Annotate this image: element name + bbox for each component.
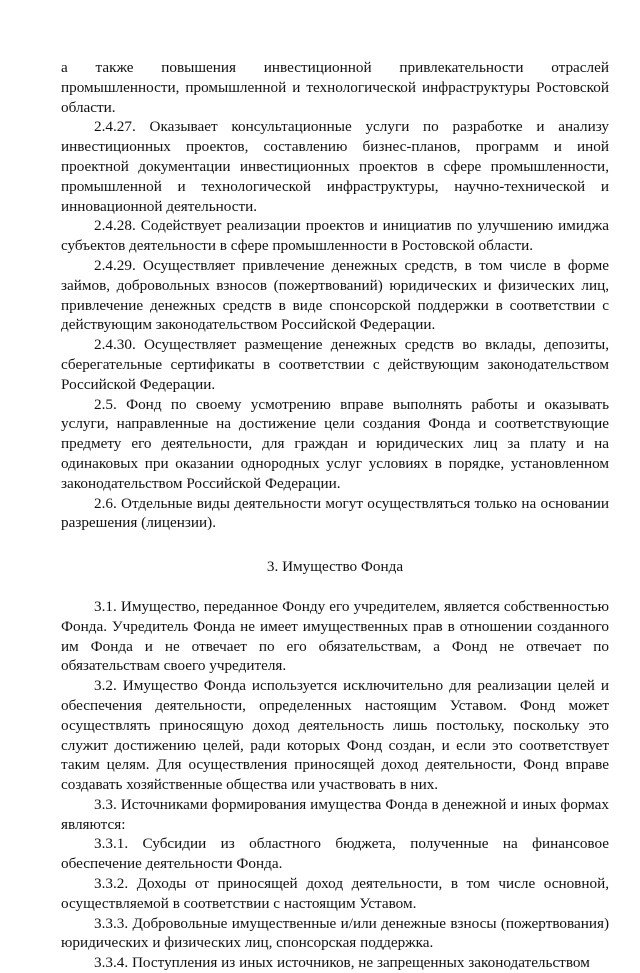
paragraph-2-5: 2.5. Фонд по своему усмотрению вправе выполнять работы и оказывать услуги, направленные на достижение цели создания Фонда и соответствующие предмету его деятельности, для граждан и юридических лиц за плату и на одинаковых при оказании однородных услуг условиях в порядке, установленном законодательством Российской Федерации. <box>61 395 609 492</box>
paragraph-3-3-3: 3.3.3. Добровольные имущественные и/или денежные взносы (пожертвования) юридических и физических лиц, спонсорская поддержка. <box>61 914 609 952</box>
paragraph-2-4-30: 2.4.30. Осуществляет размещение денежных средств во вклады, депозиты, сберегательные сертификаты в соответствии с действующим законодательством Российской Федерации. <box>61 336 609 393</box>
paragraph-2-6: 2.6. Отдельные виды деятельности могут осуществляться только на основании разрешения (лицензии). <box>61 494 609 532</box>
paragraph-2-4-28: 2.4.28. Содействует реализации проектов и инициатив по улучшению имиджа субъектов деятельности в сфере промышленности в Ростовской области. <box>61 217 609 255</box>
section-heading: 3. Имущество Фонда <box>266 558 404 576</box>
document-page <box>61 58 609 973</box>
paragraph-continuation: а также повышения инвестиционной привлекательности отраслей промышленности, промышленной и технологической инфраструктуры Ростовской области. <box>61 59 609 116</box>
paragraph-3-3: 3.3. Источниками формирования имущества Фонда в денежной и иных формах являются: <box>61 795 609 833</box>
paragraph-3-2: 3.2. Имущество Фонда используется исключительно для реализации целей и обеспечения деятельности, определенных настоящим Уставом. Фонд может осуществлять приносящую доход деятельность лишь постольку, поскольку это служит достижению целей, ради которых Фонд создан, и если это соответствует таким целям. Для осуществления приносящей доход деятельности, Фонд вправе создавать хозяйственные общества или участвовать в них. <box>61 677 609 794</box>
paragraph-2-4-27: 2.4.27. Оказывает консультационные услуги по разработке и анализу инвестиционных проектов, составлению бизнес-планов, программ и иной проектной документации инвестиционных проектов в сфере промышленности, промышленной и технологической инфраструктуры, научно-технической и инновационной деятельности. <box>61 118 609 215</box>
paragraph-3-3-2: 3.3.2. Доходы от приносящей доход деятельности, в том числе основной, осуществляемой в соответствии с настоящим Уставом. <box>61 875 609 912</box>
paragraph-2-4-29: 2.4.29. Осуществляет привлечение денежных средств, в том числе в форме займов, добровольных взносов (пожертвований) юридических и физических лиц, привлечение денежных средств в виде спонсорской поддержки в соответствии с действующим законодательством Российской Федерации. <box>61 256 609 334</box>
paragraph-3-3-1: 3.3.1. Субсидии из областного бюджета, полученные на финансовое обеспечение деятельности Фонда. <box>61 835 609 873</box>
paragraph-3-1: 3.1. Имущество, переданное Фонду его учредителем, является собственностью Фонда. Учредитель Фонда не имеет имущественных прав в отношении созданного им Фонда и не отвечает по его обязательствам, а Фонд не отвечает по обязательствам своего учредителя. <box>61 597 609 675</box>
paragraph-3-3-4: 3.3.4. Поступления из иных источников, не запрещенных законодательством <box>94 954 590 972</box>
